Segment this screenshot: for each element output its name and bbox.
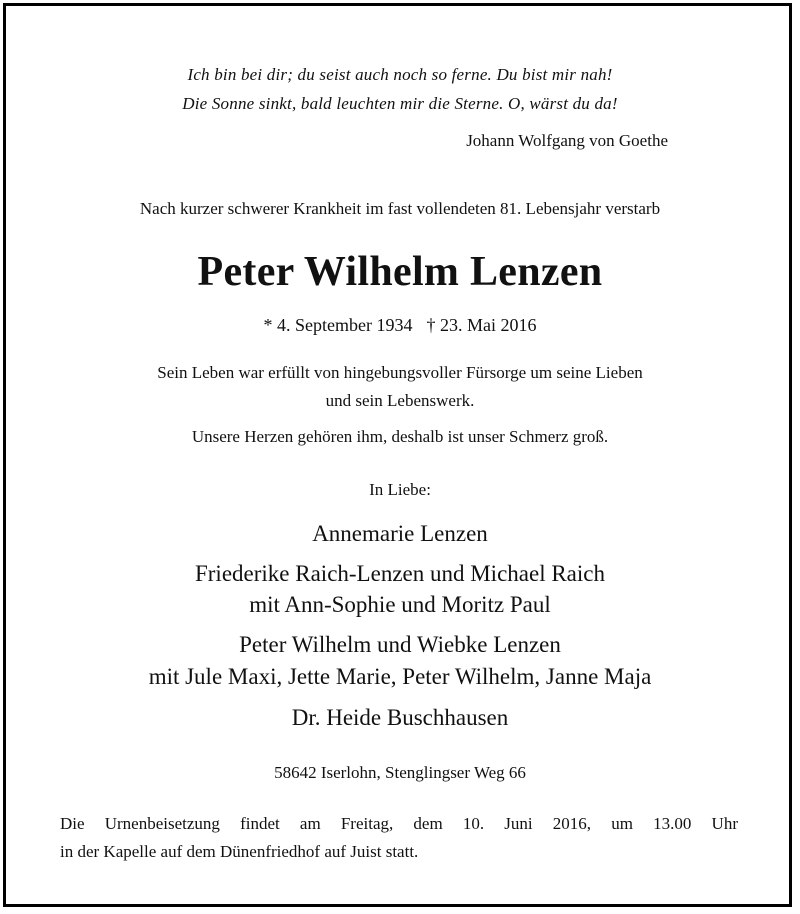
quote-author: Johann Wolfgang von Goethe bbox=[466, 131, 668, 150]
deceased-name: Peter Wilhelm Lenzen bbox=[197, 249, 603, 295]
mourner-line: Annemarie Lenzen bbox=[312, 521, 488, 546]
mourner-line: Dr. Heide Buschhausen bbox=[291, 705, 509, 730]
death-date: † 23. Mai 2016 bbox=[426, 315, 537, 335]
intro-text: Nach kurzer schwerer Krankheit im fast vollendeten 81. Lebensjahr verstarb bbox=[139, 199, 661, 218]
funeral-line-2: in der Kapelle auf dem Dünenfriedhof auf Juist statt. bbox=[60, 842, 419, 861]
tribute-line-1: Sein Leben war erfüllt von hingebungsvoller Fürsorge um seine Lieben bbox=[157, 363, 643, 382]
mourner-line: mit Jule Maxi, Jette Marie, Peter Wilhelm, Janne Maja bbox=[148, 664, 652, 689]
quote-line-1: Ich bin bei dir; du seist auch noch so ferne. Du bist mir nah! bbox=[187, 65, 613, 84]
life-dates bbox=[0, 316, 800, 334]
quote-line-2: Die Sonne sinkt, bald leuchten mir die Sterne. O, wärst du da! bbox=[182, 94, 618, 113]
address: 58642 Iserlohn, Stenglingser Weg 66 bbox=[274, 763, 526, 782]
birth-date: * 4. September 1934 bbox=[263, 315, 413, 335]
mourner-line: Peter Wilhelm und Wiebke Lenzen bbox=[239, 632, 561, 657]
mourner-line: mit Ann-Sophie und Moritz Paul bbox=[249, 592, 551, 617]
mourner-line: Friederike Raich-Lenzen und Michael Raich bbox=[194, 561, 605, 586]
tribute-line-2: und sein Lebenswerk. bbox=[325, 391, 475, 410]
mourners-heading: In Liebe: bbox=[369, 480, 431, 499]
tribute-line-3: Unsere Herzen gehören ihm, deshalb ist unser Schmerz groß. bbox=[191, 427, 609, 446]
funeral-line-1: Die Urnenbeisetzung findet am Freitag, dem 10. Juni 2016, um 13.00 Uhr bbox=[60, 814, 738, 833]
